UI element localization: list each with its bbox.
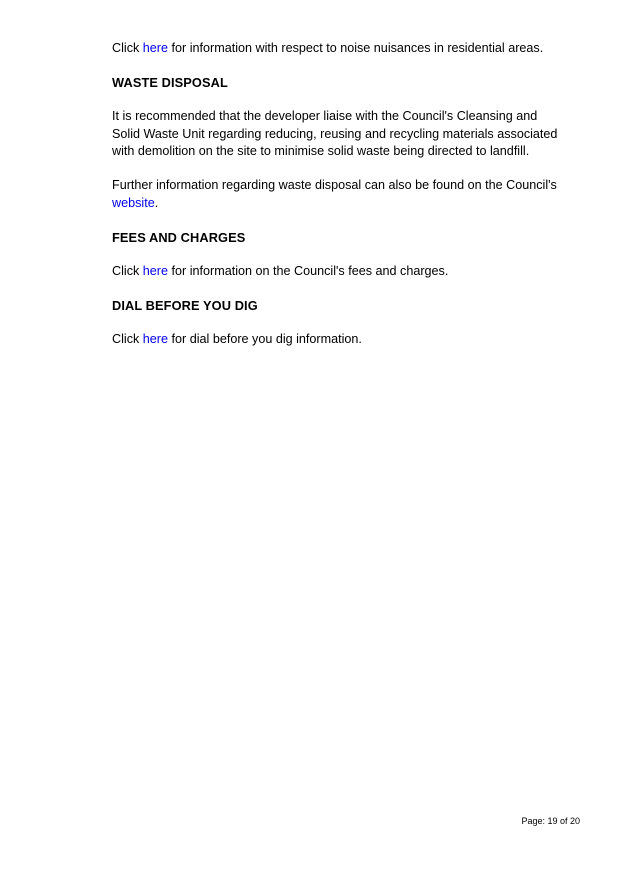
waste-further-suffix: . xyxy=(154,195,159,210)
fees-here-link[interactable]: here xyxy=(142,263,169,278)
waste-further-info-paragraph xyxy=(112,177,562,212)
fees-charges-heading: FEES AND CHARGES xyxy=(112,229,246,245)
waste-recommendation-paragraph: It is recommended that the developer liaise with the Council's Cleansing and Solid Waste Unit regarding reducing, reusing and recycling materials associated with demolition on the site to minimise solid waste being directed to landfill. xyxy=(112,109,558,158)
noise-here-link[interactable]: here xyxy=(142,41,169,55)
waste-further-prefix: Further information regarding waste disposal can also be found on the Council's xyxy=(112,178,557,192)
fees-suffix: for information on the Council's fees and charges. xyxy=(168,263,449,278)
dial-here-link[interactable]: here xyxy=(142,331,169,346)
waste-disposal-heading: WASTE DISPOSAL xyxy=(112,75,228,90)
noise-info-paragraph xyxy=(112,40,562,58)
waste-website-link[interactable]: website xyxy=(112,195,155,210)
fees-info-paragraph xyxy=(112,263,562,281)
page-number-footer: Page: 19 of 20 xyxy=(521,816,580,826)
page-content xyxy=(112,40,562,348)
dial-before-you-dig-heading: DIAL BEFORE YOU DIG xyxy=(112,297,258,313)
dial-prefix: Click xyxy=(112,331,143,346)
dial-suffix: for dial before you dig information. xyxy=(168,331,362,346)
dial-info-paragraph xyxy=(112,331,562,349)
noise-suffix: for information with respect to noise nuisances in residential areas. xyxy=(168,41,544,55)
noise-prefix: Click xyxy=(112,41,143,55)
fees-prefix: Click xyxy=(112,263,143,278)
